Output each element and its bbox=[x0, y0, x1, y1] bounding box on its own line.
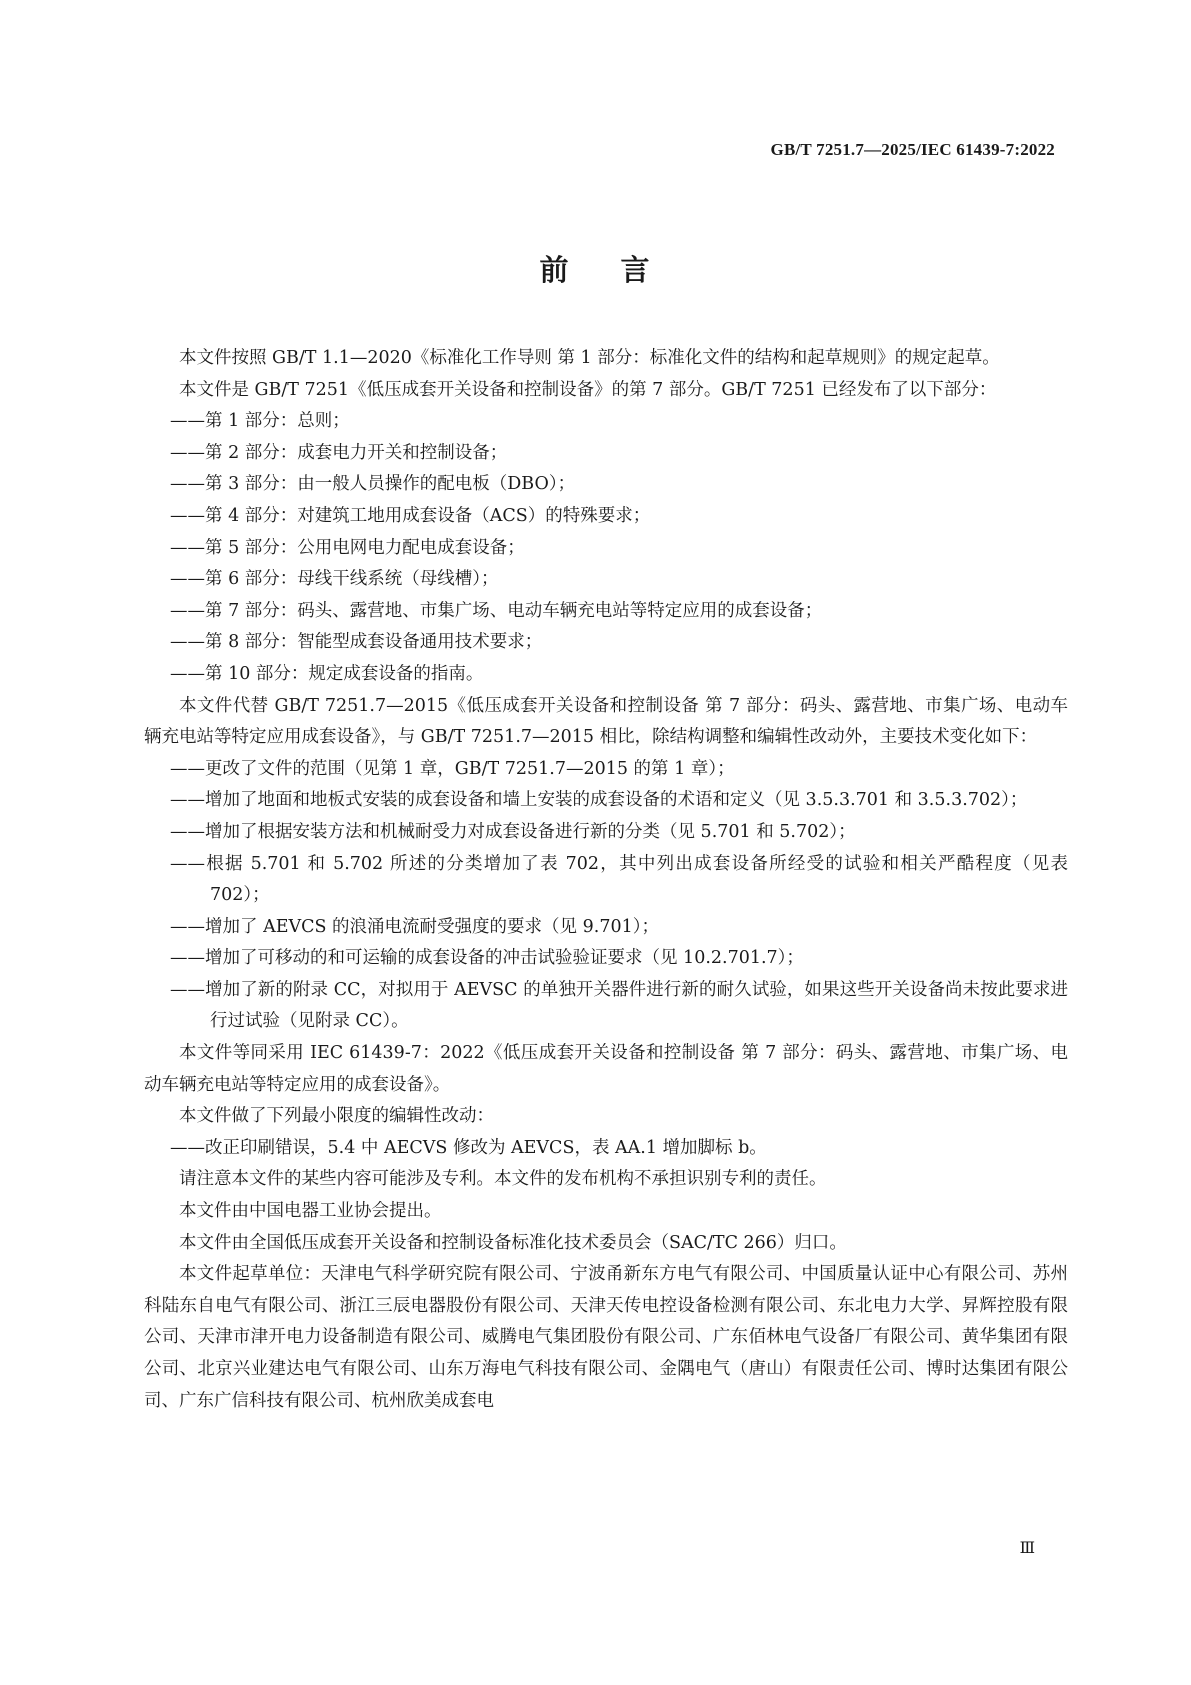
paragraph-editorial-changes: 本文件做了下列最小限度的编辑性改动： bbox=[179, 1106, 494, 1127]
list-item: ——增加了根据安装方法和机械耐受力对成套设备进行新的分类（见 5.701 和 5.702）； bbox=[170, 821, 856, 842]
list-item: ——第 1 部分：总则； bbox=[170, 411, 350, 432]
list-item: ——根据 5.701 和 5.702 所述的分类增加了表 702，其中列出成套设备所经受的试验和相关严酷程度（见表 702）； bbox=[170, 853, 1068, 906]
list-item: ——第 4 部分：对建筑工地用成套设备（ACS）的特殊要求； bbox=[170, 505, 651, 526]
paragraph-committee: 本文件由全国低压成套开关设备和控制设备标准化技术委员会（SAC/TC 266）归口。 bbox=[179, 1232, 847, 1253]
foreword-body bbox=[144, 343, 1068, 1417]
paragraph-drafting-rules: 本文件按照 GB/T 1.1—2020《标准化工作导则 第 1 部分：标准化文件的结构和起草规则》的规定起草。 bbox=[179, 348, 1000, 368]
paragraph-patent-notice: 请注意本文件的某些内容可能涉及专利。本文件的发布机构不承担识别专利的责任。 bbox=[179, 1169, 827, 1190]
page-number: Ⅲ bbox=[1019, 1540, 1035, 1557]
list-item: ——增加了 AEVCS 的浪涌电流耐受强度的要求（见 9.701）； bbox=[170, 916, 659, 937]
list-item: ——第 3 部分：由一般人员操作的配电板（DBO）； bbox=[170, 474, 576, 495]
paragraph-series-parts: 本文件是 GB/T 7251《低压成套开关设备和控制设备》的第 7 部分。GB/T 7251 已经发布了以下部分： bbox=[179, 379, 997, 400]
list-item: ——更改了文件的范围（见第 1 章，GB/T 7251.7—2015 的第 1 章）； bbox=[170, 758, 735, 779]
list-item: ——第 10 部分：规定成套设备的指南。 bbox=[170, 663, 484, 684]
list-item: ——第 2 部分：成套电力开关和控制设备； bbox=[170, 442, 508, 463]
list-item: ——改正印刷错误，5.4 中 AECVS 修改为 AEVCS，表 AA.1 增加脚标 b。 bbox=[170, 1137, 767, 1158]
list-item: ——增加了新的附录 CC，对拟用于 AEVSC 的单独开关器件进行新的耐久试验，如果这些开关设备尚未按此要求进行过试验（见附录 CC）。 bbox=[170, 979, 1068, 1032]
list-item: ——第 7 部分：码头、露营地、市集广场、电动车辆充电站等特定应用的成套设备； bbox=[170, 600, 823, 621]
paragraph-proposer: 本文件由中国电器工业协会提出。 bbox=[179, 1201, 442, 1222]
list-item: ——第 8 部分：智能型成套设备通用技术要求； bbox=[170, 632, 543, 653]
list-item: ——增加了地面和地板式安装的成套设备和墙上安装的成套设备的术语和定义（见 3.5.3.701 和 3.5.3.702）； bbox=[170, 790, 1028, 811]
paragraph-drafting-units: 本文件起草单位：天津电气科学研究院有限公司、宁波甬新东方电气有限公司、中国质量认证中心有限公司、苏州科陆东自电气有限公司、浙江三辰电器股份有限公司、天津天传电控设备检测有限公司、东北电力大学、昇辉控股有限公司、天津市津开电力设备制造有限公司、威腾电气集团股份有限公司、广东佰林电气设备厂有限公司、黄华集团有限公司、北京兴业建达电气有限公司、山东万海电气科技有限公司、金隅电气（唐山）有限责任公司、博时达集团有限公司、广东广信科技有限公司、杭州欣美成套电 bbox=[144, 1264, 1068, 1411]
list-item: ——第 5 部分：公用电网电力配电成套设备； bbox=[170, 537, 525, 558]
paragraph-equivalent-adoption: 本文件等同采用 IEC 61439-7：2022《低压成套开关设备和控制设备 第 7 部分：码头、露营地、市集广场、电动车辆充电站等特定应用的成套设备》。 bbox=[144, 1043, 1068, 1095]
list-item: ——增加了可移动的和可运输的成套设备的冲击试验验证要求（见 10.2.701.7）； bbox=[170, 948, 804, 969]
list-item: ——第 6 部分：母线干线系统（母线槽）； bbox=[170, 569, 499, 590]
page-title: 前 言 bbox=[539, 253, 652, 287]
paragraph-replacement: 本文件代替 GB/T 7251.7—2015《低压成套开关设备和控制设备 第 7 部分：码头、露营地、市集广场、电动车辆充电站等特定应用成套设备》，与 GB/T 7251.7—2015 相比，除结构调整和编辑性改动外，主要技术变化如下： bbox=[144, 695, 1068, 748]
standard-number: GB/T 7251.7—2025/IEC 61439-7:2022 bbox=[770, 140, 1055, 159]
